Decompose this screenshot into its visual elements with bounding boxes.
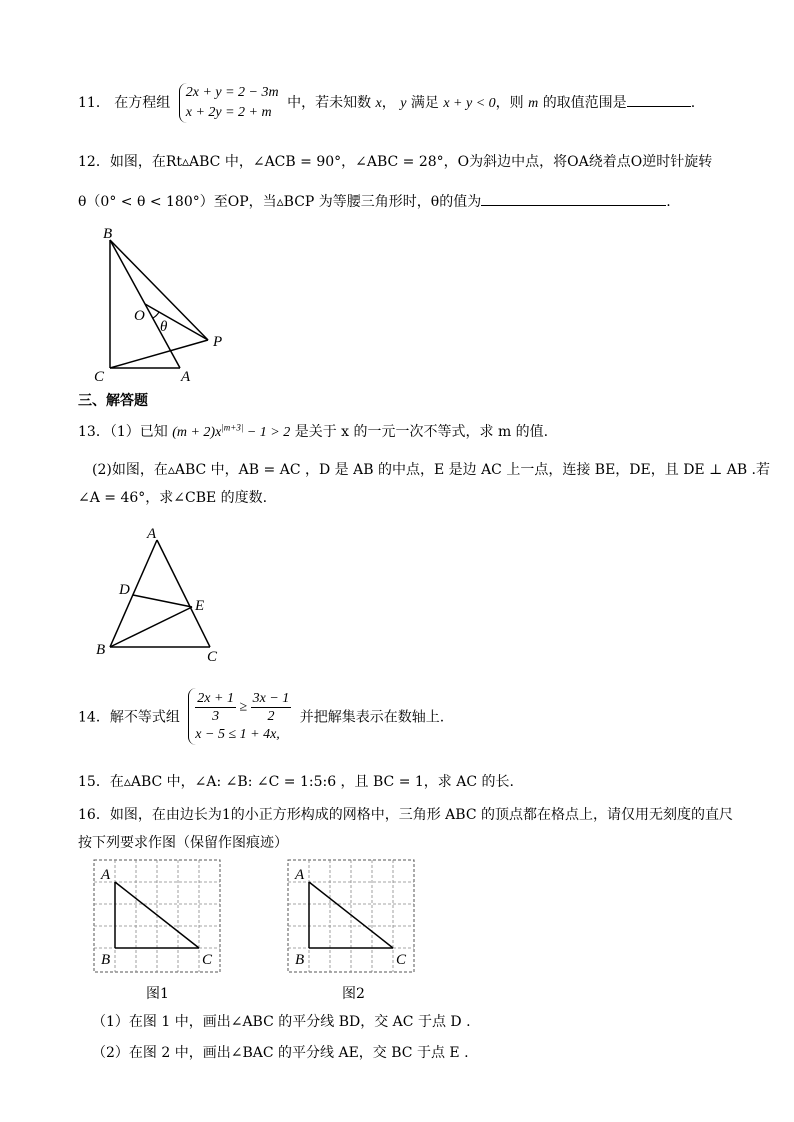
q12-label-theta: θ xyxy=(160,319,168,335)
q13-segment-de xyxy=(133,595,192,607)
q11-number: 11． xyxy=(78,95,110,111)
grid-2-label-b: B xyxy=(295,952,305,968)
q16-line-1: 如图，在由边长为1的小正方形构成的网格中，三角形 ABC 的顶点都在格点上，请仅用无刻度的直尺 xyxy=(109,807,734,823)
grid-1-label-b: B xyxy=(101,952,111,968)
q13-part1-prefix: （1）已知 xyxy=(109,424,168,440)
q15-number: 15． xyxy=(78,774,110,790)
q13-label-d: D xyxy=(119,582,130,598)
question-16-line-2 xyxy=(78,832,288,852)
q11-var-x: x xyxy=(375,96,382,111)
q14-frac2-numerator: 3x − 1 xyxy=(252,691,290,706)
q14-fraction-2 xyxy=(251,690,292,725)
q13-label-a: A xyxy=(147,526,157,542)
q12-figure xyxy=(80,222,250,387)
q11-condition: x + y < 0 xyxy=(443,96,496,111)
q12-angle-arc xyxy=(153,312,159,318)
q12-line-2: θ（0° < θ < 180°）至OP，当▵BCP 为等腰三角形时，θ的值为 xyxy=(78,194,482,210)
q11-text-d: 的取值范围是 xyxy=(542,95,627,111)
q11-var-m: m xyxy=(528,96,539,111)
q13-part2-line-1: (2)如图，在▵ABC 中，AB = AC ，D 是 AB 的中点，E 是边 AC 上一点，连接 BE，DE，且 DE ⊥ AB .若 xyxy=(92,462,771,478)
question-15 xyxy=(78,771,514,791)
q12-end: . xyxy=(666,194,671,210)
q14-suffix: 并把解集表示在数轴上. xyxy=(299,709,445,726)
question-16-line-1 xyxy=(78,804,733,824)
q14-inequality-1 xyxy=(195,690,291,725)
q14-number: 14． xyxy=(78,709,110,726)
q16-number: 16． xyxy=(78,807,110,823)
grid-2-label-c: C xyxy=(396,952,407,968)
q16-figure-1 xyxy=(90,858,222,974)
fig1-caption: 图1 xyxy=(146,986,169,1002)
q12-answer-blank[interactable] xyxy=(481,205,666,206)
grid-1-label-a: A xyxy=(101,867,111,883)
q13-number: 13． xyxy=(78,424,110,440)
grid-1-label-c: C xyxy=(202,952,213,968)
q11-answer-blank[interactable] xyxy=(627,106,691,107)
section-3-title: 三、解答题 xyxy=(78,393,148,409)
q13-expr-exponent: |m+3| xyxy=(221,422,244,433)
q11-sep: ， xyxy=(381,95,396,111)
q12-segment-cp xyxy=(110,340,208,368)
question-13-part-1 xyxy=(78,421,548,441)
question-14 xyxy=(78,688,444,745)
q12-label-b: B xyxy=(103,226,113,242)
q13-figure xyxy=(90,522,230,664)
question-11 xyxy=(78,83,695,123)
q11-end: . xyxy=(690,95,696,111)
q13-label-c: C xyxy=(207,649,218,664)
fig2-caption: 图2 xyxy=(342,986,365,1002)
q14-inequality-system xyxy=(188,688,291,745)
q13-segment-ac xyxy=(157,540,210,647)
q16-task-2: （2）在图 2 中，画出∠BAC 的平分线 AE，交 BC 于点 E . xyxy=(92,1045,469,1061)
q13-segment-ab xyxy=(110,540,157,647)
q11-text-b: 满足 xyxy=(410,95,439,111)
question-13-part-2-line-1 xyxy=(92,459,770,479)
q12-label-a: A xyxy=(181,369,191,385)
q13-label-e: E xyxy=(195,598,205,614)
q11-equation-system xyxy=(179,83,279,123)
q14-frac2-denominator: 2 xyxy=(267,709,275,724)
q13-part2-line-2: ∠A = 46°，求∠CBE 的度数. xyxy=(78,490,268,506)
q11-text-c: ，则 xyxy=(495,95,524,111)
q16-line-2: 按下列要求作图（保留作图痕迹） xyxy=(78,835,288,851)
q12-number: 12． xyxy=(78,154,110,170)
question-13-part-2-line-2 xyxy=(78,487,267,507)
grid-2-label-a: A xyxy=(295,867,305,883)
q15-text: 在▵ABC 中，∠A: ∠B: ∠C = 1:5:6 ，且 BC = 1，求 AC 的长. xyxy=(109,774,514,790)
q16-figure-2 xyxy=(284,858,416,974)
q13-part1-expression xyxy=(172,422,291,440)
q12-label-c: C xyxy=(94,369,105,385)
q13-expr-base: (m + 2)x xyxy=(172,425,222,440)
q14-fraction-1 xyxy=(195,690,236,725)
question-12-line-1 xyxy=(78,151,712,171)
question-12-line-2 xyxy=(78,191,671,211)
q14-frac1-numerator: 2x + 1 xyxy=(197,691,234,706)
q12-label-o: O xyxy=(134,308,145,324)
q11-equation-2: x + 2y = 2 + m xyxy=(185,105,272,120)
q11-prefix: 在方程组 xyxy=(114,95,171,111)
q13-label-b: B xyxy=(96,642,106,658)
q14-geq: ≥ xyxy=(235,699,251,715)
q13-expr-rest: − 1 > 2 xyxy=(243,425,291,440)
q13-part1-suffix: 是关于 x 的一元一次不等式，求 m 的值. xyxy=(294,424,549,440)
q12-line-1: 如图，在Rt▵ABC 中，∠ACB = 90°，∠ABC = 28°，O为斜边中点，将OA绕着点O逆时针旋转 xyxy=(109,154,713,170)
q11-text-a: 中，若未知数 xyxy=(287,95,372,111)
q12-segment-bp xyxy=(110,240,208,340)
q11-var-y: y xyxy=(400,96,407,111)
q12-label-p: P xyxy=(213,334,223,350)
q14-inequality-2: x − 5 ≤ 1 + 4x, xyxy=(195,727,280,742)
q13-segment-be xyxy=(110,607,192,647)
q16-task-1: （1）在图 1 中，画出∠ABC 的平分线 BD，交 AC 于点 D . xyxy=(92,1014,471,1030)
q14-frac1-denominator: 3 xyxy=(212,709,220,724)
q14-prefix: 解不等式组 xyxy=(109,709,180,726)
q11-equation-1: 2x + y = 2 − 3m xyxy=(185,85,279,100)
